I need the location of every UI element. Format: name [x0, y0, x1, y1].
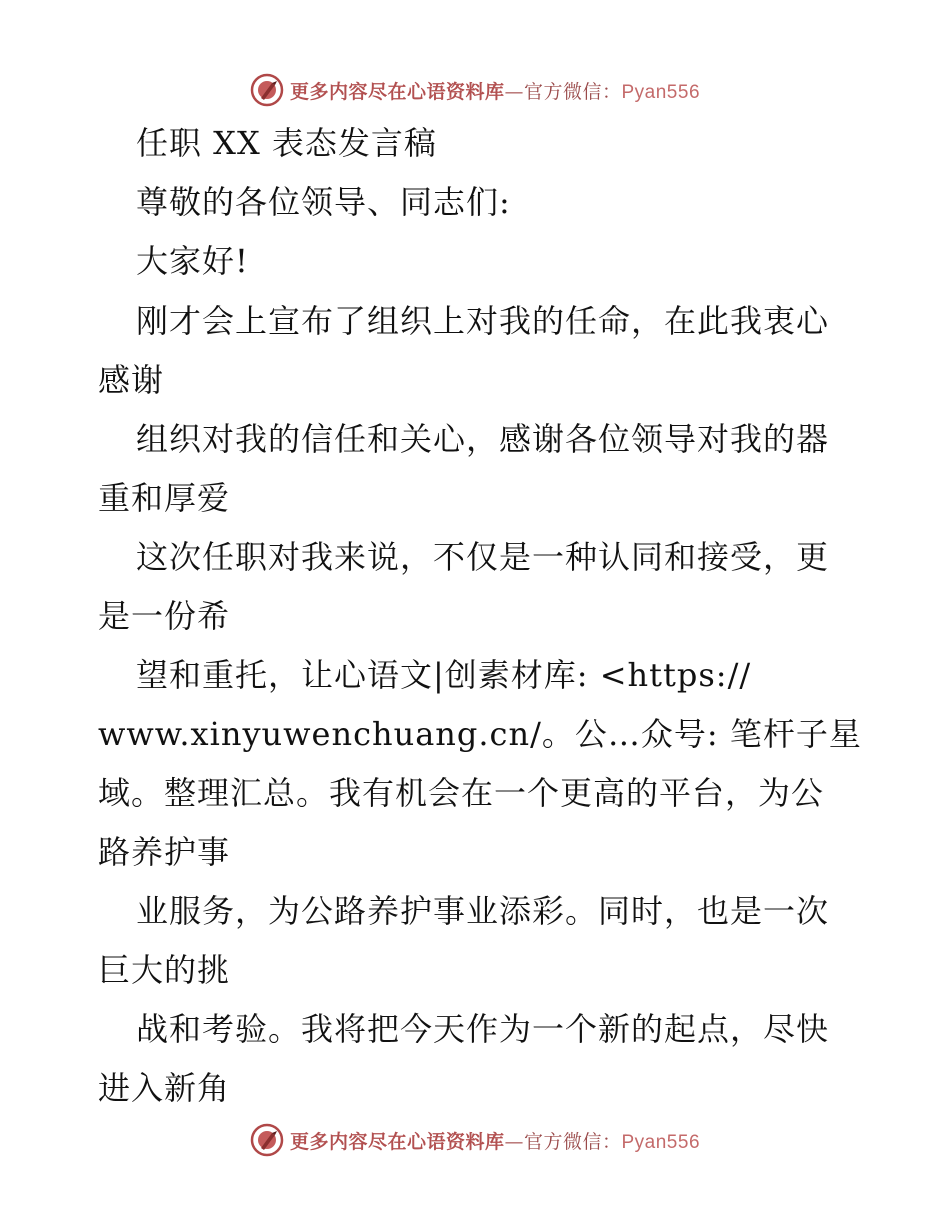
footer-wechat-id: Pyan556 — [621, 1131, 701, 1153]
footer-text — [290, 1127, 700, 1154]
paragraph-line: 巨大的挑 — [98, 951, 231, 989]
paragraph-line: 路养护事 — [98, 833, 231, 871]
paragraph-line: 是一份希 — [98, 597, 231, 635]
paragraph-line: 域。整理汇总。我有机会在一个更高的平台，为公 — [98, 774, 825, 812]
paragraph-line: 刚才会上宣布了组织上对我的任命，在此我衷心 — [136, 302, 830, 340]
header-separator: — — [504, 80, 524, 103]
paragraph-line: 组织对我的信任和关心，感谢各位领导对我的器 — [136, 420, 830, 458]
header-wechat-id: Pyan556 — [621, 81, 701, 103]
footer-official: 官方微信： — [523, 1130, 622, 1153]
header-main: 更多内容尽在心语资料库 — [289, 80, 505, 103]
greeting: 大家好! — [136, 242, 249, 280]
pen-logo-icon — [250, 1123, 284, 1157]
paragraph-line: 业服务，为公路养护事业添彩。同时，也是一次 — [136, 892, 830, 930]
paragraph-line: 进入新角 — [98, 1069, 231, 1107]
paragraph-line: 这次任职对我来说，不仅是一种认同和接受，更 — [136, 538, 830, 576]
paragraph-line: 感谢 — [98, 361, 165, 399]
paragraph-line: 重和厚爱 — [98, 479, 231, 517]
header-official: 官方微信： — [523, 80, 622, 103]
footer-separator: — — [504, 1130, 524, 1153]
paragraph-line: 望和重托，让心语文|创素材库: <https:// — [136, 656, 752, 694]
footer-banner — [0, 1120, 950, 1160]
document-title: 任职 XX 表态发言稿 — [136, 124, 437, 162]
pen-logo-icon — [250, 73, 284, 107]
paragraph-line: 战和考验。我将把今天作为一个新的起点，尽快 — [136, 1010, 830, 1048]
paragraph-line: www.xinyuwenchuang.cn/。公…众号: 笔杆子星 — [98, 715, 862, 753]
header-banner — [0, 70, 950, 110]
header-text — [290, 77, 700, 104]
salutation: 尊敬的各位领导、同志们: — [136, 183, 511, 221]
footer-main: 更多内容尽在心语资料库 — [289, 1130, 505, 1153]
